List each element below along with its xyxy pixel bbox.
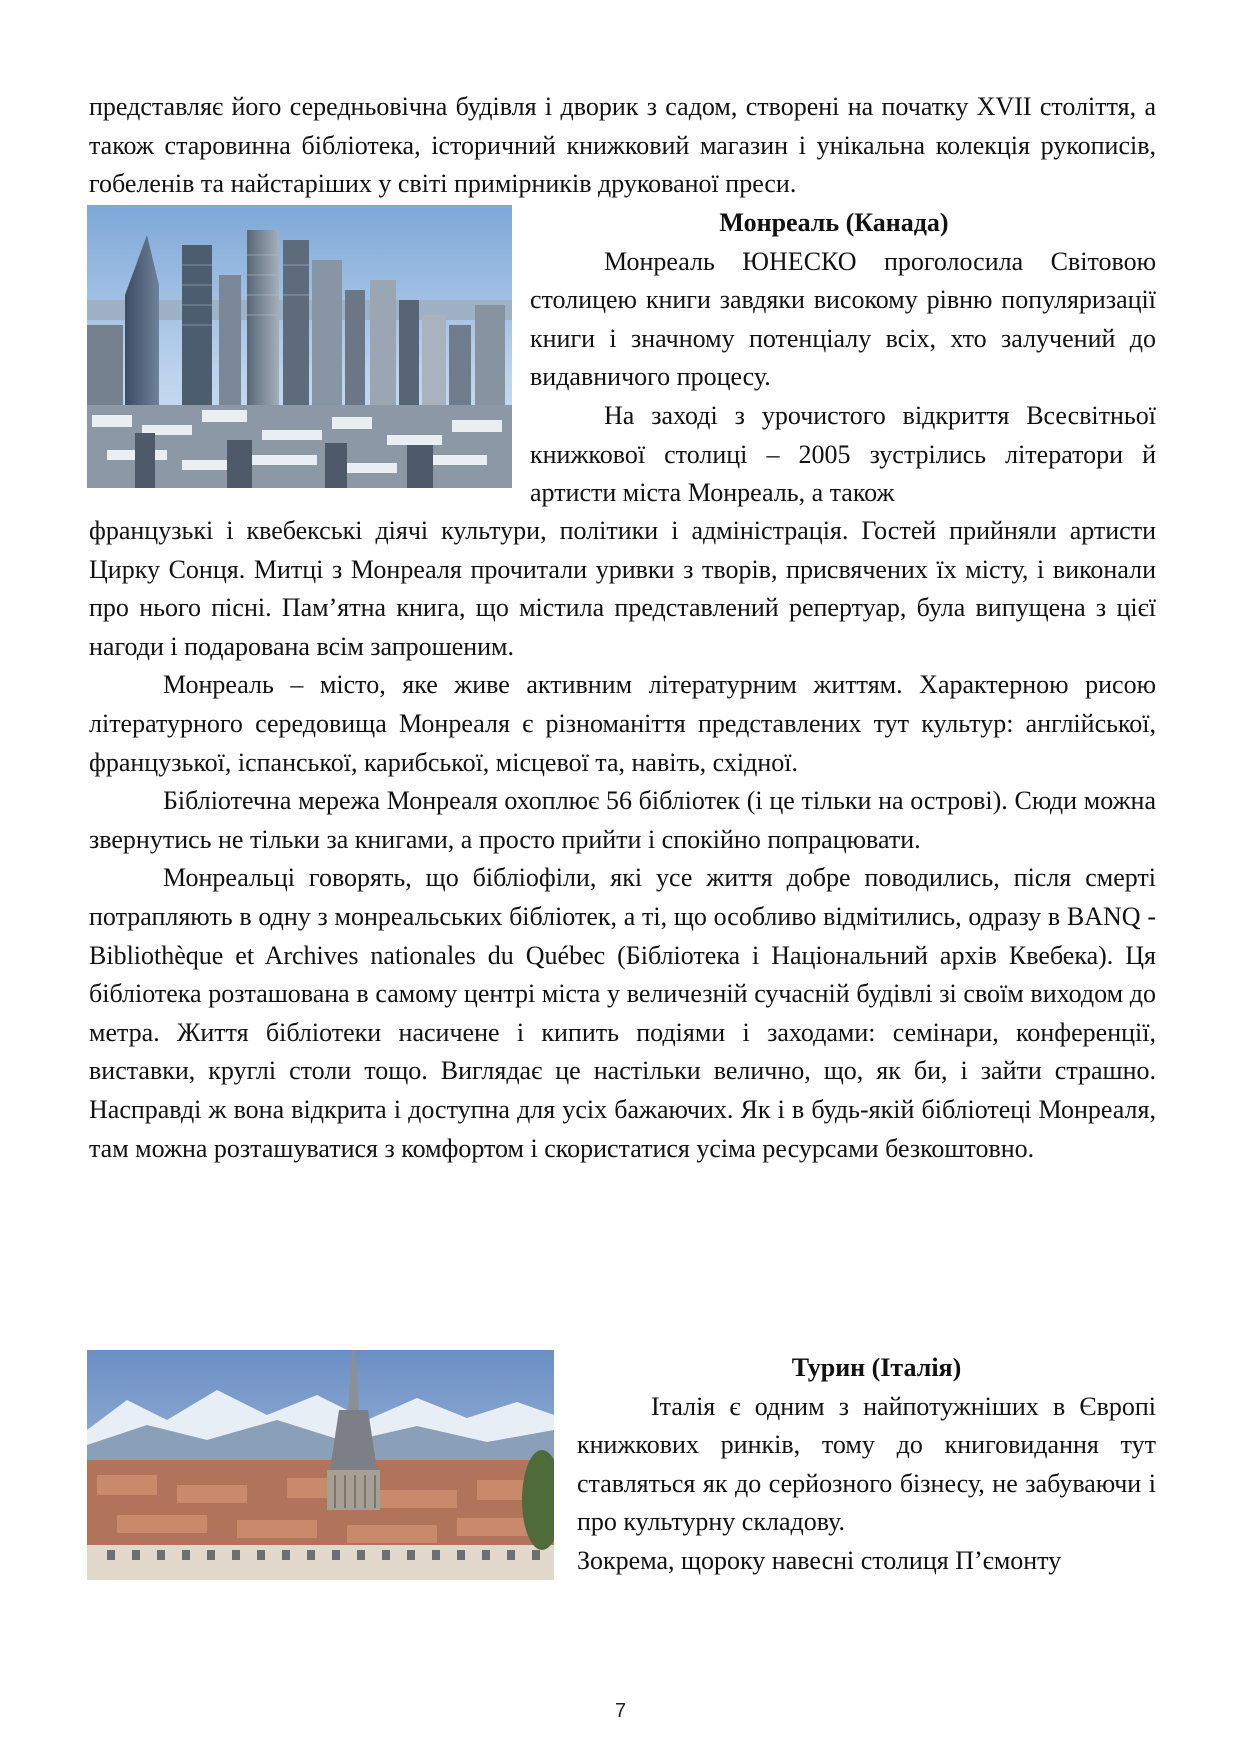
montreal-skyline-photo — [87, 205, 512, 488]
turin-paragraph-1: Італія є одним з найпотужніших в Європі книжкових ринків, тому до книговидання тут ставляться як до серйозного бізнесу, не забуваючи і про культурну складову. — [577, 1391, 1156, 1537]
turin-cityscape-photo — [87, 1350, 554, 1580]
turin-heading: Турин (Італія) — [791, 1353, 962, 1382]
montreal-paragraph-1: Монреаль ЮНЕСКО проголосила Світовою столицею книги завдяки високому рівню популяризації книги і значному потенціалу всіх, хто залучений до видавничого процесу. — [530, 246, 1156, 392]
montreal-side-column — [530, 204, 1156, 513]
montreal-paragraph-3: Монреаль – місто, яке живе активним літературним життям. Характерною рисою літературного середовища Монреаля є різноманіття представлених тут культур: англійської, французької, іспанської, карибської, місцевої та, навіть, східної. — [89, 670, 1156, 777]
montreal-paragraph-2-rest: французькі і квебекські діячі культури, політики і адміністрація. Гостей прийняли артисти Цирку Сонця. Митці з Монреаля прочитали уривки з творів, присвячених їх місту, і виконали про нього пісні. Пам’ятна книга, що містила представлений репертуар, була випущена з цієї нагоди і подарована всім запрошеним. — [89, 516, 1156, 661]
montreal-heading: Монреаль (Канада) — [719, 208, 949, 237]
intro-paragraph — [89, 88, 1156, 204]
montreal-paragraph-5: Монреальці говорять, що бібліофіли, які усе життя добре поводились, після смерті потрапляють в одну з монреальських бібліотек, а ті, що особливо відмітились, одразу в BANQ - Bibliothèque et Archives nationales du Québec (Бібліотека і Національний архів Квебека). Ця бібліотека розташована в самому центрі міста у величезній сучасній будівлі зі своїм виходом до метра. Життя бібліотеки насичене і кипить подіями і заходами: семінари, конференції, виставки, круглі столи тощо. Виглядає це настільки велично, що, як би, і зайти страшно. Насправді ж вона відкрита і доступна для усіх бажаючих. Як і в будь-якій бібліотеці Монреаля, там можна розташуватися з комфортом і скористатися усіма ресурсами безкоштовно. — [89, 863, 1156, 1163]
montreal-paragraph-4: Бібліотечна мережа Монреаля охоплює 56 бібліотек (і це тільки на острові). Сюди можна звернутись не тільки за книгами, а просто прийти і спокійно попрацювати. — [89, 786, 1156, 854]
turin-paragraph-2: Зокрема, щороку навесні столиця П’ємонту — [577, 1545, 1062, 1575]
intro-text: представляє його середньовічна будівля і дворик з садом, створені на початку XVII століття, а також старовинна бібліотека, історичний книжковий магазин і унікальна колекція рукописів, гобеленів та найстаріших у світі примірників друкованої преси. — [89, 92, 1156, 199]
montreal-paragraph-2-side: На заході з урочистого відкриття Всесвітньої книжкової столиці – 2005 зустрілись літератори й артисти міста Монреаль, а також — [530, 400, 1156, 508]
turin-side-column — [577, 1349, 1156, 1581]
page-number: 7 — [614, 1700, 627, 1722]
montreal-main-text — [89, 512, 1156, 1168]
